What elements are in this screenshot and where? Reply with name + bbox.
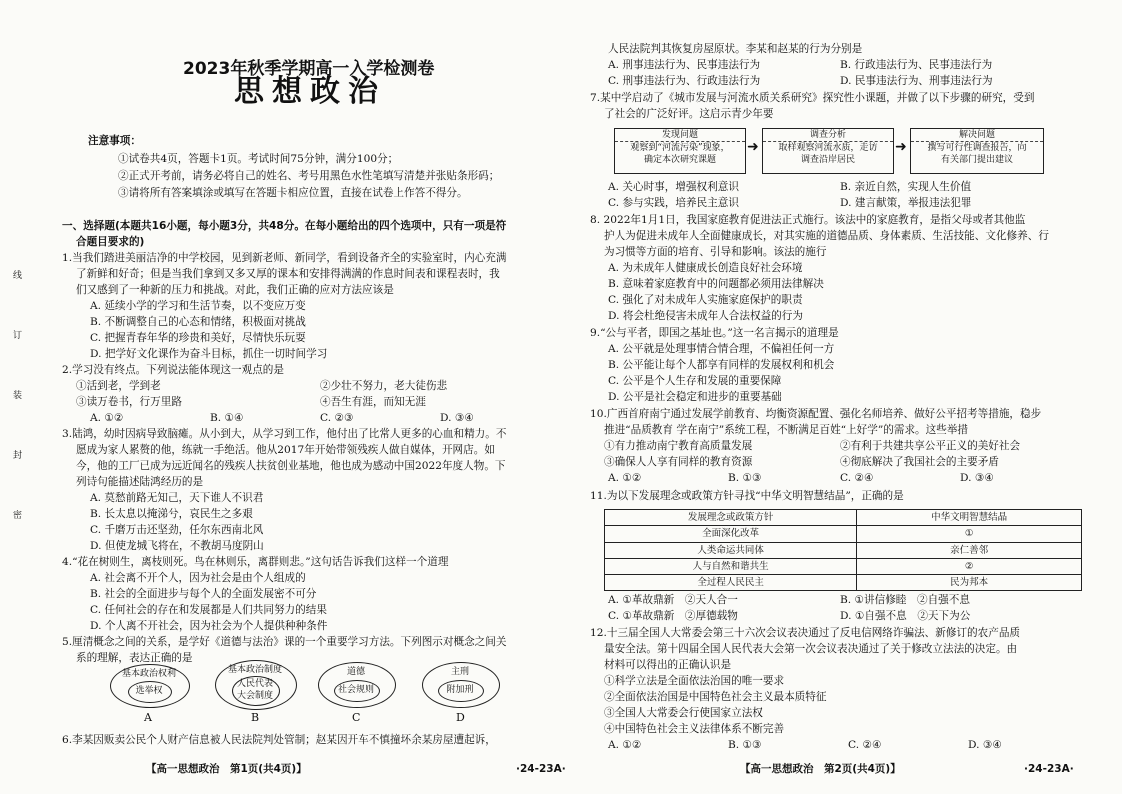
statement-item: ③读万卷书，行万里路	[76, 396, 182, 408]
notice-item: ③请将所有答案填涂或填写在答题卡相应位置，直接在试卷上作答不得分。	[118, 187, 468, 199]
option-text: A. 社会离不开个人，因为社会是由个人组成的	[90, 572, 306, 584]
option-text: A. 为未成年人健康成长创造良好社会环境	[608, 262, 803, 274]
option-text: C. ②④	[840, 472, 874, 484]
option-text: D. ③④	[968, 739, 1002, 751]
flow-step-body: 取样观察河流水质，走访	[778, 143, 878, 153]
table-cell: 民为邦本	[857, 575, 1082, 591]
flow-step	[910, 128, 1044, 174]
diagram-option-label: C	[352, 711, 361, 724]
left-column	[58, 0, 573, 794]
page-code: ·24-23A·	[1024, 763, 1074, 775]
question-text: 4.“花在树则生，离枝则死。鸟在林则乐，离群则悲。”这句话告诉我们这样一个道理	[62, 556, 449, 568]
table-cell: 人类命运共同体	[605, 542, 857, 558]
question-text: 为习惯等方面的培育、引导和影响。该法的施行	[604, 246, 827, 258]
right-column	[590, 0, 1105, 794]
option-text: D. 民事违法行为、刑事违法行为	[840, 75, 993, 87]
option-text: D. 个人离不开社会，因为社会为个人提供种种条件	[90, 620, 328, 632]
question-text: 8. 2022年1月1日，我国家庭教育促进法正式施行。该法中的家庭教育，是指父母或者其他监	[590, 214, 1026, 226]
table-row	[605, 542, 1082, 558]
flow-step-body: 观察到“河流污染”现象，	[630, 143, 730, 153]
table-header: 发展理念或政策方针	[605, 510, 857, 526]
option-text: D. 将会杜绝侵害未成年人合法权益的行为	[608, 310, 803, 322]
question-text: 12.十三届全国人大常委会第三十六次会议表决通过了反电信网络诈骗法、新修订的农产品质	[590, 627, 1021, 639]
option-text: B. ①讲信修睦 ②自强不息	[840, 594, 970, 606]
question-text: 人民法院判其恢复房屋原状。李某和赵某的行为分别是	[608, 43, 863, 55]
section-heading: 合题目要求的)	[76, 236, 145, 248]
table-cell: 全过程人民民主	[605, 575, 857, 591]
flow-step-body: 有关部门提出建议	[940, 155, 1013, 165]
table-header-row	[605, 510, 1082, 526]
flow-step-head: 发现问题	[615, 129, 745, 142]
option-text: A. 刑事违法行为、民事违法行为	[608, 59, 761, 71]
option-text: B. 意味着家庭教育中的问题都必须用法律解决	[608, 278, 824, 290]
question-text: 们又感到了一种新的压力和挑战。对此，我们正确的应对方法应该是	[76, 284, 394, 296]
table-row	[605, 558, 1082, 574]
question-text: 7.某中学启动了《城市发展与河流水质关系研究》探究性小课题，并做了以下步骤的研究，受到	[590, 92, 1035, 104]
table-cell: ②	[857, 558, 1082, 574]
page-code: ·24-23A·	[516, 763, 566, 775]
diagram-inner-label: 人民代表	[236, 679, 273, 689]
question-text: 10.广西首府南宁通过发展学前教育、均衡资源配置、强化名师培养、做好公平招考等措施，稳步	[590, 408, 1042, 420]
table-row	[605, 526, 1082, 542]
flow-step	[762, 128, 894, 174]
option-text: C. 参与实践，培养民主意识	[608, 197, 739, 209]
question-text: 6.李某因贩卖公民个人财产信息被人民法院判处管制；赵某因开车不慎撞坏余某房屋遭起诉，	[62, 734, 496, 746]
option-text: D. ③④	[440, 412, 474, 424]
option-text: B. 社会的全面进步与每个人的全面发展密不可分	[90, 588, 317, 600]
option-text: A. ①②	[608, 472, 642, 484]
question-text: 护人为促进未成年人全面健康成长，对其实施的道德品质、身体素质、生活技能、文化修养、行	[604, 230, 1049, 242]
flow-step-body: 确定本次研究课题	[643, 155, 716, 165]
option-text: A. ①②	[90, 412, 124, 424]
option-text: D. 建言献策，举报违法犯罪	[840, 197, 972, 209]
diagram-option-label: B	[251, 711, 260, 724]
question-text: 了新鲜和好奇；但是当我们拿到又多又厚的课本和安排得满满的作息时间表和课程表时，我	[76, 268, 500, 280]
option-text: C. 任何社会的存在和发展都是人们共同努力的结果	[90, 604, 327, 616]
option-text: C. 刑事违法行为、行政违法行为	[608, 75, 761, 87]
diagram-outer-label: 主刑	[450, 667, 469, 677]
table-cell: 亲仁善邻	[857, 542, 1082, 558]
flow-step-body: 调查沿岸居民	[800, 155, 855, 165]
statement-item: ②有利于共建共享公平正义的美好社会	[840, 440, 1021, 452]
option-text: C. ②③	[320, 412, 354, 424]
binding-mark: 封	[11, 450, 21, 459]
option-text: D. 但使龙城飞将在，不教胡马度阴山	[90, 540, 264, 552]
flow-step	[614, 128, 746, 174]
question-text: 今，他的工厂已成为远近闻名的残疾人扶贫创业基地，他也成为感动中国2022年度人物。下	[76, 460, 506, 472]
diagram-outer-label: 道德	[346, 667, 365, 677]
option-text: D. ③④	[960, 472, 994, 484]
statement-item: ②全面依法治国是中国特色社会主义最本质特征	[604, 691, 827, 703]
option-text: A. 公平就是处理事情合情合理，不偏袒任何一方	[608, 343, 835, 355]
option-text: D. ①自强不息 ②天下为公	[840, 610, 971, 622]
option-text: C. 公平是个人生存和发展的重要保障	[608, 375, 782, 387]
option-text: D. 把学好文化课作为奋斗目标，抓住一切时间学习	[90, 348, 328, 360]
table-cell: ①	[857, 526, 1082, 542]
arrow-right-icon: ➜	[895, 139, 907, 155]
notice-item: ②正式开考前，请务必将自己的姓名、考号用黑色水性笔填写清楚并张贴条形码；	[118, 170, 500, 182]
table-cell: 全面深化改革	[605, 526, 857, 542]
statement-item: ②少壮不努力，老大徒伤悲	[320, 380, 448, 392]
option-text: A. ①革故鼎新 ②天人合一	[608, 594, 738, 606]
binding-mark: 装	[11, 390, 21, 399]
option-text: A. 莫愁前路无知己，天下谁人不识君	[90, 492, 264, 504]
option-text: B. 亲近自然，实现人生价值	[840, 181, 972, 193]
statement-item: ①有力推动南宁教育高质量发展	[604, 440, 753, 452]
section-heading: 一、选择题(本题共16小题，每小题3分，共48分。在每小题给出的四个选项中，只有一项是符	[62, 220, 507, 232]
question-text: 推进“品质教育 学在南宁”系统工程，不断满足百姓“上好学”的需求。这些举措	[604, 424, 969, 436]
statement-item: ①科学立法是全面依法治国的唯一要求	[604, 675, 785, 687]
option-text: B. 不断调整自己的心态和情绪，积极面对挑战	[90, 316, 306, 328]
option-text: C. 强化了对未成年人实施家庭保护的职责	[608, 294, 803, 306]
option-text: B. 公平能让每个人都享有同样的发展权利和机会	[608, 359, 835, 371]
diagram-inner-label: 附加刑	[446, 685, 474, 695]
question-text: 系的理解，表达正确的是	[76, 652, 193, 664]
question-text: 1.当我们踏进美丽洁净的中学校园，见到新老师、新同学，看到设备齐全的实验室时，内心充满	[62, 252, 507, 264]
diagram-inner-label: 社会规则	[337, 685, 374, 695]
question-text: 3.陆鸿，幼时因病导致脑瘫。从小到大，从学习到工作，他付出了比常人更多的心血和精力。不	[62, 428, 507, 440]
question-text: 11.为以下发展理念或政策方针寻找“中华文明智慧结晶”，正确的是	[590, 490, 904, 502]
option-text: B. ①③	[728, 739, 762, 751]
option-text: B. ①④	[210, 412, 244, 424]
diagram-option-label: A	[144, 711, 152, 724]
option-text: A. ①②	[608, 739, 642, 751]
question-text: 材料可以得出的正确认识是	[604, 659, 732, 671]
question-text: 9.“公与平者，即国之基址也。”这一名言揭示的道理是	[590, 327, 839, 339]
binding-mark: 订	[11, 330, 21, 339]
statement-item: ③全国人大常委会行使国家立法权	[604, 707, 763, 719]
statement-item: ①活到老，学到老	[76, 380, 161, 392]
statement-item: ④吾生有涯，而知无涯	[320, 396, 426, 408]
flow-step-body: 撰写可行性调查报告，向	[927, 143, 1027, 153]
option-text: B. ①③	[728, 472, 762, 484]
question-text: 了社会的广泛好评。这启示青少年要	[604, 108, 774, 120]
diagram-inner-label: 大会制度	[236, 691, 273, 701]
option-text: A. 关心时事，增强权利意识	[608, 181, 739, 193]
page-footer: 【高一思想政治 第2页(共4页)】	[740, 763, 901, 775]
flow-step-head: 解决问题	[911, 129, 1043, 142]
flow-step-head: 调查分析	[763, 129, 893, 142]
question-text: 量安全法。第十四届全国人民代表大会第一次会议表决通过了关于修改立法法的决定。由	[604, 643, 1018, 655]
notice-heading: 注意事项：	[88, 135, 141, 147]
statement-item: ④彻底解决了我国社会的主要矛盾	[840, 456, 999, 468]
option-text: C. 把握青春年华的珍贵和美好，尽情快乐玩耍	[90, 332, 306, 344]
question-text: 5.厘清概念之间的关系，是学好《道德与法治》课的一个重要学习方法。下列图示对概念之间关	[62, 636, 507, 648]
table-cell: 人与自然和谐共生	[605, 558, 857, 574]
binding-mark: 线	[11, 270, 21, 279]
statement-item: ④中国特色社会主义法律体系不断完善	[604, 723, 785, 735]
page-footer: 【高一思想政治 第1页(共4页)】	[146, 763, 307, 775]
table-row	[605, 575, 1082, 591]
concept-table	[604, 509, 1082, 591]
option-text: C. ①革故鼎新 ②厚德载物	[608, 610, 738, 622]
option-text: A. 延续小学的学习和生活节奏，以不变应万变	[90, 300, 306, 312]
option-text: C. 千磨万击还坚劲，任尔东西南北风	[90, 524, 264, 536]
option-text: D. 公平是社会稳定和进步的重要基础	[608, 391, 782, 403]
table-header: 中华文明智慧结晶	[857, 510, 1082, 526]
diagram-inner-label: 选举权	[135, 686, 163, 696]
question-text: 列诗句能描述陆鸿经历的是	[76, 476, 204, 488]
option-text: B. 长太息以掩涕兮，哀民生之多艰	[90, 508, 253, 520]
binding-margin	[4, 250, 34, 540]
notice-item: ①试卷共4页，答题卡1页。考试时间75分钟，满分100分；	[118, 153, 399, 165]
diagram-option-label: D	[456, 711, 465, 724]
option-text: B. 行政违法行为、民事违法行为	[840, 59, 993, 71]
diagram-outer-label: 基本政治权利	[121, 669, 176, 679]
question-text: 2.学习没有终点。下列说法能体现这一观点的是	[62, 364, 284, 376]
statement-item: ③确保人人享有同样的教育资源	[604, 456, 753, 468]
diagram-outer-label: 基本政治制度	[227, 665, 282, 675]
exam-title: 2023年秋季学期高一入学检测卷	[183, 59, 435, 79]
binding-mark: 密	[11, 510, 21, 519]
option-text: C. ②④	[848, 739, 882, 751]
question-text: 愿成为家人累赘的他，练就一手绝活。他从2017年开始带领残疾人做自媒体，开网店。如	[76, 444, 495, 456]
arrow-right-icon: ➜	[747, 139, 759, 155]
subject-title: 思想政治	[234, 74, 386, 109]
